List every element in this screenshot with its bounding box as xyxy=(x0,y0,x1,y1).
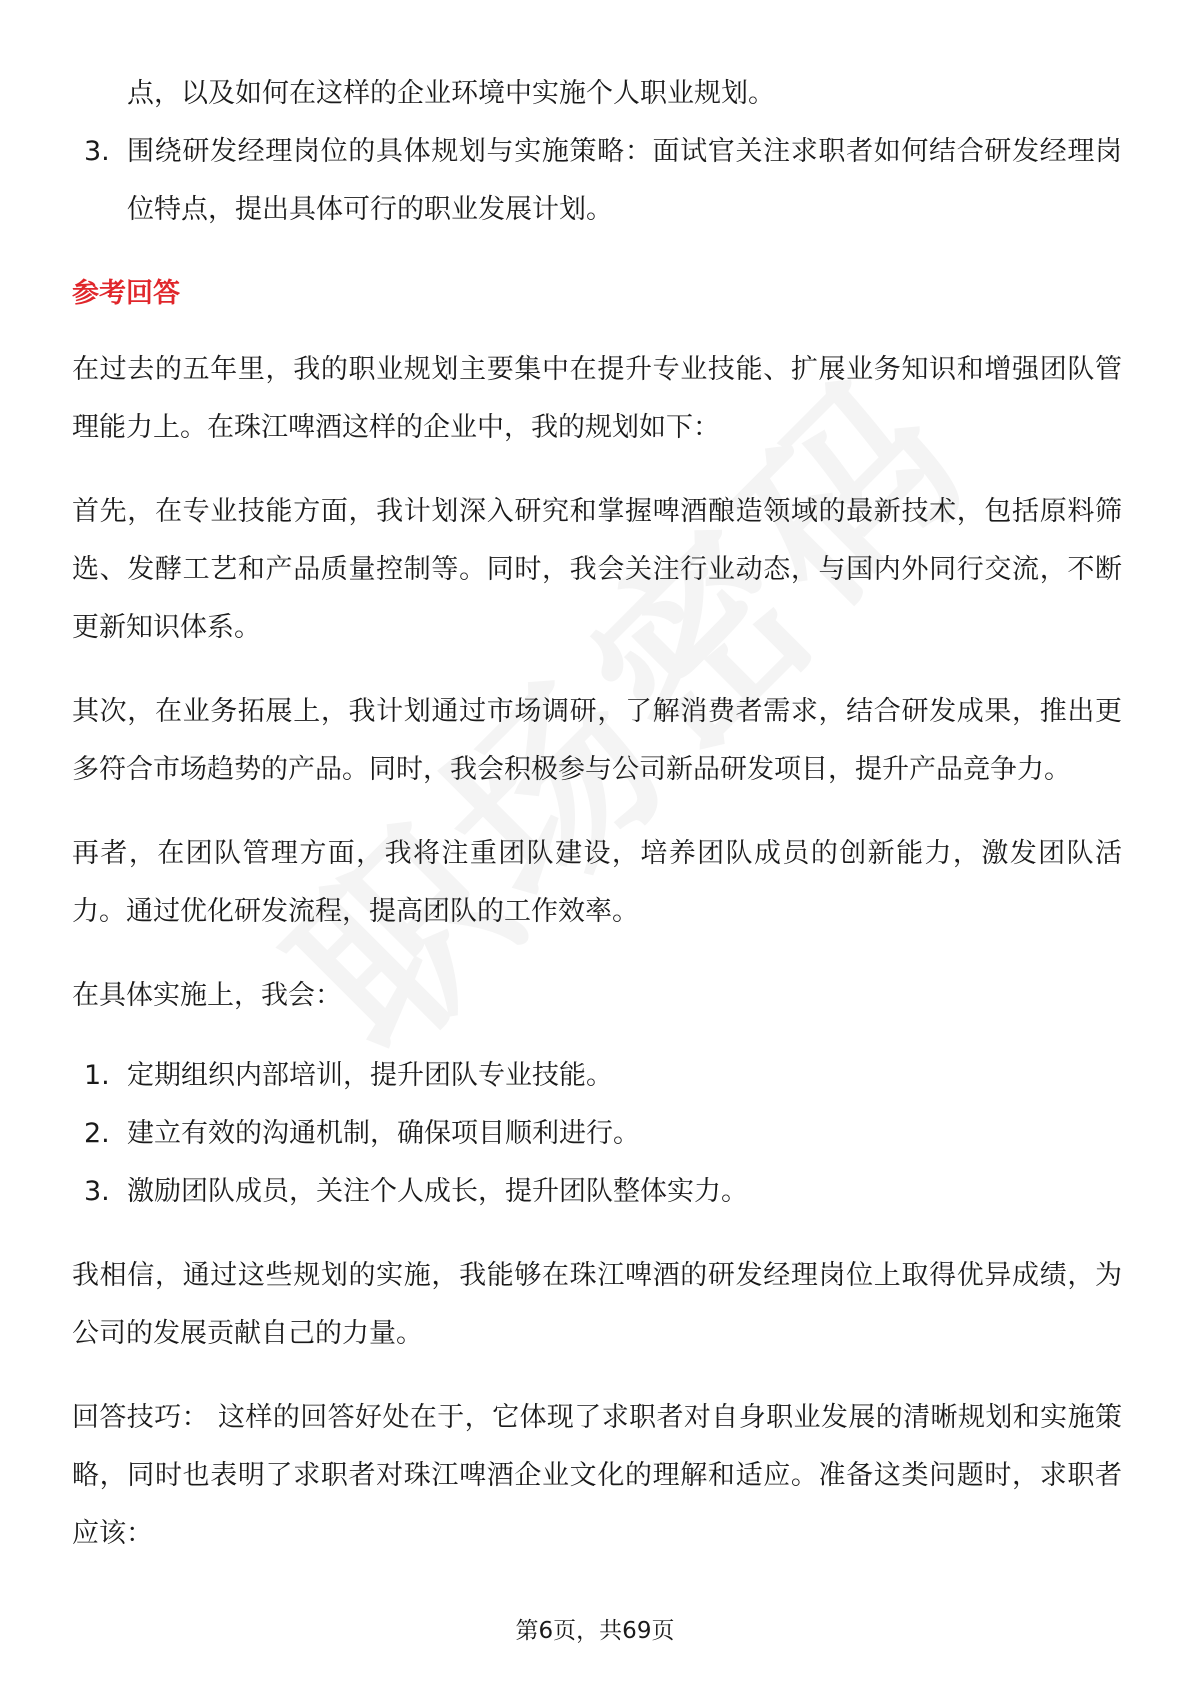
list-item xyxy=(72,123,1122,239)
paragraph-skills: 首先，在专业技能方面，我计划深入研究和掌握啤酒酿造领域的最新技术，包括原料筛选、发酵工艺和产品质量控制等。同时，我会关注行业动态，与国内外同行交流，不断更新知识体系。 xyxy=(72,496,1122,643)
list-item-number: 3. xyxy=(84,1176,110,1207)
list-item xyxy=(72,1105,1122,1163)
paragraph-business: 其次，在业务拓展上，我计划通过市场调研，了解消费者需求，结合研发成果，推出更多符合市场趋势的产品。同时，我会积极参与公司新品研发项目，提升产品竞争力。 xyxy=(72,696,1122,785)
paragraph-implementation: 在具体实施上，我会： xyxy=(72,980,342,1011)
implementation-list xyxy=(72,1047,1122,1221)
paragraph-tips: 回答技巧： 这样的回答好处在于，它体现了求职者对自身职业发展的清晰规划和实施策略，同时也表明了求职者对珠江啤酒企业文化的理解和适应。准备这类问题时，求职者应该： xyxy=(72,1402,1122,1549)
list-item-text: 围绕研发经理岗位的具体规划与实施策略：面试官关注求职者如何结合研发经理岗位特点，提出具体可行的职业发展计划。 xyxy=(127,136,1122,225)
list-item-text: 激励团队成员，关注个人成长，提升团队整体实力。 xyxy=(127,1176,748,1207)
list-item-text: 建立有效的沟通机制，确保项目顺利进行。 xyxy=(127,1118,640,1149)
paragraph-overview: 在过去的五年里，我的职业规划主要集中在提升专业技能、扩展业务知识和增强团队管理能力上。在珠江啤酒这样的企业中，我的规划如下： xyxy=(72,354,1122,443)
paragraph-team: 再者，在团队管理方面，我将注重团队建设，培养团队成员的创新能力，激发团队活力。通过优化研发流程，提高团队的工作效率。 xyxy=(72,838,1122,927)
answer-heading: 参考回答 xyxy=(72,278,180,309)
list-item-number: 3. xyxy=(84,136,110,167)
list-item xyxy=(72,1163,1122,1221)
list-item-number: 1. xyxy=(84,1060,110,1091)
question-points-list xyxy=(72,123,1122,239)
intro-continuation: 点，以及如何在这样的企业环境中实施个人职业规划。 xyxy=(127,78,775,109)
list-item-text: 定期组织内部培训，提升团队专业技能。 xyxy=(127,1060,613,1091)
list-item-number: 2. xyxy=(84,1118,110,1149)
page-number-footer: 第6页，共69页 xyxy=(515,1618,675,1644)
paragraph-conclusion: 我相信，通过这些规划的实施，我能够在珠江啤酒的研发经理岗位上取得优异成绩，为公司的发展贡献自己的力量。 xyxy=(72,1260,1122,1349)
list-item xyxy=(72,1047,1122,1105)
document-page xyxy=(72,65,1122,1589)
